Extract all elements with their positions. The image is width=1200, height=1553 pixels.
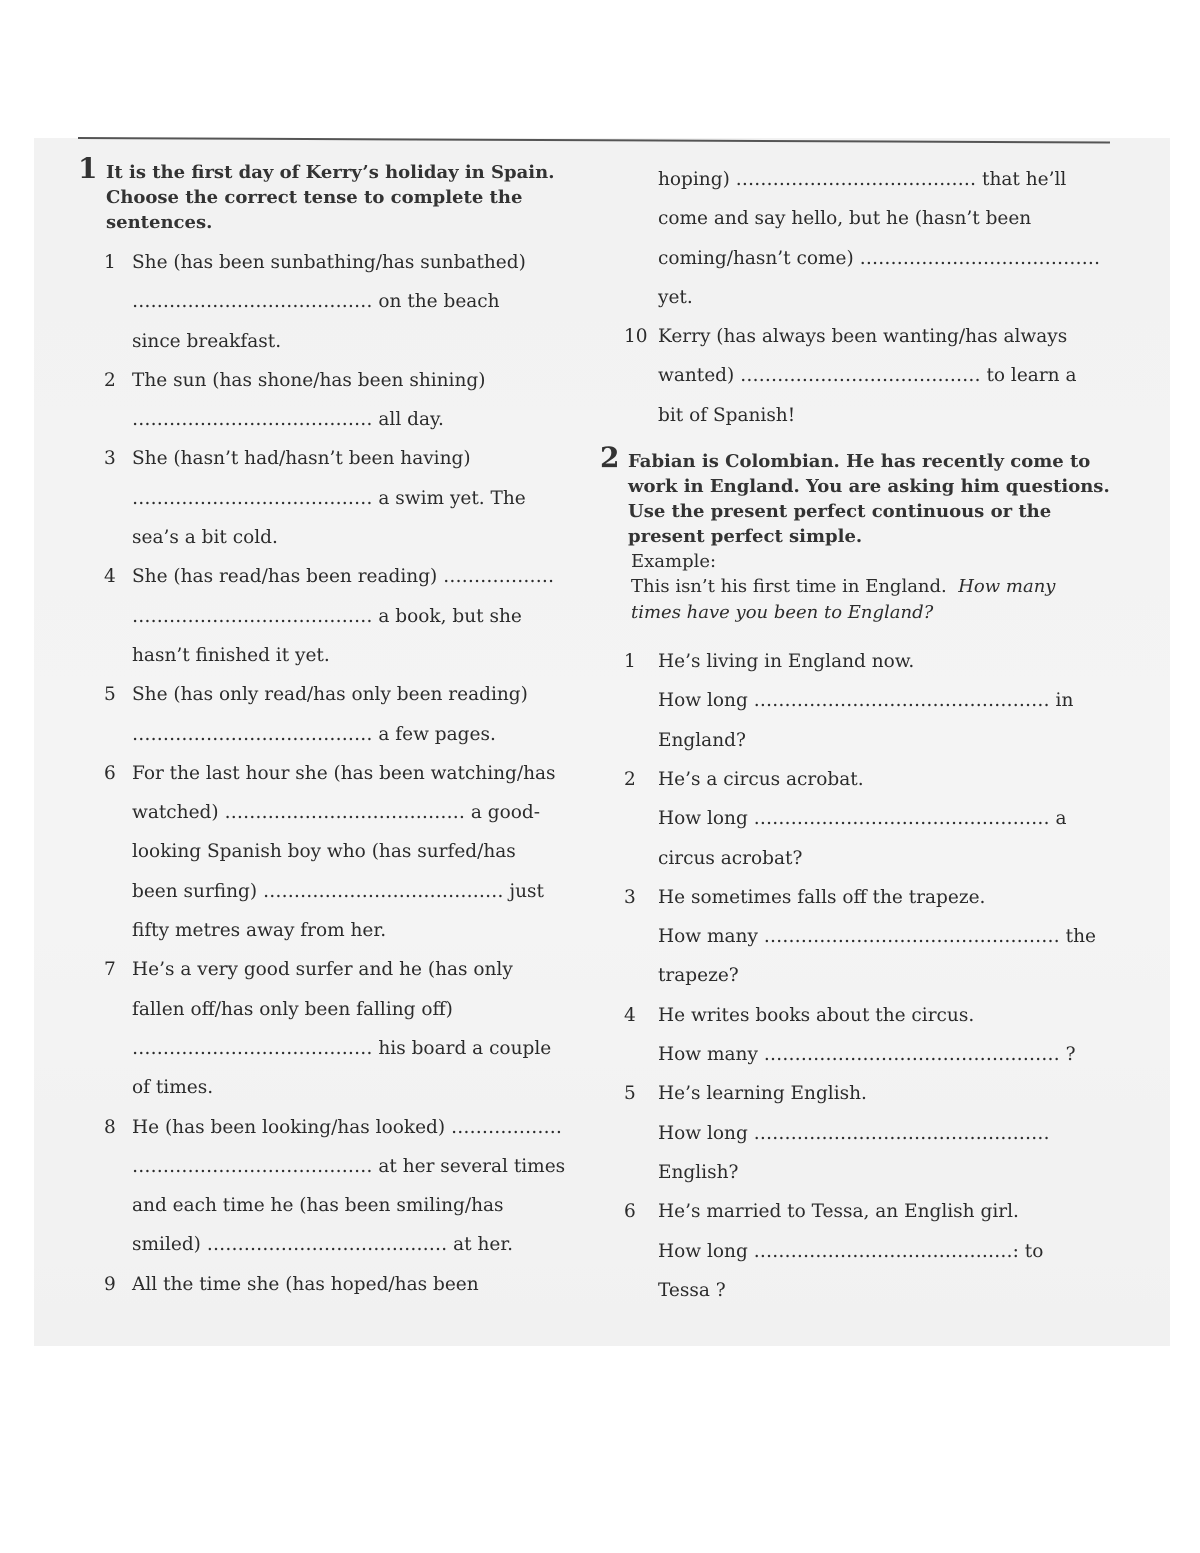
question-line: hoping) ………………………………… that he’ll (658, 169, 1067, 190)
question-line: How long ………………………………………… a (658, 808, 1067, 830)
question-item (600, 996, 1110, 1075)
question-line: wanted) ………………………………… to learn a (658, 365, 1077, 387)
question-line: The sun (has shone/has been shining) (132, 369, 486, 391)
exercise-2-items (600, 642, 1110, 1310)
question-number: 4 (624, 1004, 636, 1026)
question-number: 1 (624, 651, 636, 673)
exercise-1-number: 1 (78, 152, 98, 185)
question-item (600, 317, 1110, 435)
question-line: How long ………………………………………… (658, 1122, 1050, 1144)
question-item (600, 878, 1110, 996)
question-item (78, 1108, 583, 1265)
question-line: She (hasn’t had/hasn’t been having) (132, 448, 471, 470)
question-line: ………………………………… his board a couple (132, 1037, 552, 1059)
right-column (600, 160, 1110, 1310)
question-line: How many ………………………………………… the (658, 926, 1096, 948)
question-number: 9 (104, 1273, 116, 1295)
question-number: 4 (104, 566, 116, 588)
question-line: ………………………………… a book, but she (132, 605, 522, 627)
question-line: come and say hello, but he (hasn’t been (658, 208, 1032, 230)
question-item (78, 557, 583, 675)
question-line: Kerry (has always been wanting/has always (658, 326, 1068, 348)
question-item (78, 675, 583, 754)
question-line: trapeze? (658, 965, 739, 987)
question-line: and each time he (has been smiling/has (132, 1195, 504, 1217)
question-number: 5 (624, 1083, 636, 1105)
question-item (78, 361, 583, 440)
question-number: 2 (624, 768, 636, 790)
question-item (78, 754, 583, 950)
question-number: 10 (624, 326, 648, 348)
question-line: She (has only read/has only been reading) (132, 684, 528, 706)
exercise-2-number: 2 (600, 441, 620, 475)
exercise-1-instruction: It is the first day of Kerry’s holiday in Spain. Choose the correct tense to complete the sentences. (106, 162, 555, 233)
question-line: smiled) ………………………………… at her. (132, 1234, 514, 1256)
question-line: coming/hasn’t come) ………………………………… (658, 247, 1101, 269)
question-number: 1 (104, 252, 116, 273)
question-line: He’s a circus acrobat. (658, 768, 864, 790)
example-answer: How many times have you been to England? (631, 576, 1056, 624)
example-statement: This isn’t his first time in England. (631, 576, 947, 598)
question-line: since breakfast. (132, 330, 282, 352)
question-line: hasn’t finished it yet. (132, 644, 330, 666)
question-number: 7 (104, 959, 116, 981)
question-item (600, 760, 1110, 878)
question-number: 6 (624, 1201, 636, 1223)
question-number: 2 (104, 369, 116, 391)
question-line: How many ………………………………………… ? (658, 1044, 1076, 1066)
question-line: How long ……………………………………: to (658, 1240, 1044, 1262)
question-item (78, 243, 583, 361)
left-column (78, 152, 583, 1304)
question-line: been surfing) ………………………………… just (132, 880, 544, 902)
question-item (78, 950, 583, 1107)
question-line: He’s a very good surfer and he (has only (132, 959, 513, 981)
question-line: fifty metres away from her. (132, 920, 387, 942)
exercise-1-item-9-continued (600, 160, 1110, 317)
question-line: For the last hour she (has been watching/has (132, 762, 556, 784)
question-line: of times. (132, 1077, 214, 1099)
question-line: looking Spanish boy who (has surfed/has (132, 841, 516, 863)
question-line: ………………………………… a few pages. (132, 723, 496, 745)
question-item (600, 1192, 1110, 1310)
question-item (600, 642, 1110, 760)
example-label: Example: (631, 551, 717, 573)
question-line: bit of Spanish! (658, 404, 796, 426)
question-line: She (has read/has been reading) ……………… (132, 566, 555, 588)
exercise-1-header (78, 152, 583, 235)
question-line: sea’s a bit cold. (132, 527, 278, 549)
exercise-1-items (78, 243, 583, 1304)
question-number: 8 (104, 1116, 116, 1138)
question-line: He’s learning English. (658, 1083, 867, 1105)
question-number: 6 (104, 762, 116, 784)
question-item (600, 1074, 1110, 1192)
question-line: circus acrobat? (658, 847, 803, 869)
question-line: How long ………………………………………… in (658, 690, 1074, 712)
question-line: He (has been looking/has looked) ……………… (132, 1116, 562, 1138)
question-line: ………………………………… all day. (132, 409, 444, 431)
question-item (78, 439, 583, 557)
question-line: England? (658, 729, 746, 751)
question-line: She (has been sunbathing/has sunbathed) (132, 252, 526, 273)
question-line: Tessa ? (658, 1279, 726, 1301)
example-text (600, 574, 1110, 626)
question-number: 3 (624, 886, 636, 908)
question-line: He writes books about the circus. (658, 1004, 975, 1026)
question-line: English? (658, 1161, 739, 1183)
question-line: He’s living in England now. (658, 651, 915, 673)
question-line: He sometimes falls off the trapeze. (658, 886, 986, 908)
question-line: yet. (658, 286, 693, 308)
question-line: ………………………………… at her several times (132, 1155, 566, 1177)
question-line: ………………………………… a swim yet. The (132, 487, 526, 509)
question-number: 3 (104, 448, 116, 470)
question-line: fallen off/has only been falling off) (132, 998, 453, 1020)
question-item (78, 1265, 583, 1304)
question-line: He’s married to Tessa, an English girl. (658, 1201, 1019, 1223)
question-line: ………………………………… on the beach (132, 291, 500, 313)
exercise-2-header (600, 441, 1110, 549)
question-line: watched) ………………………………… a good- (132, 802, 540, 824)
exercise-1-item-10 (600, 317, 1110, 435)
question-number: 5 (104, 684, 116, 706)
exercise-2-instruction: Fabian is Colombian. He has recently come to work in England. You are asking him questions. Use the present perfect continuous or the present perfect simple. (628, 451, 1110, 548)
question-line: All the time she (has hoped/has been (132, 1273, 479, 1295)
